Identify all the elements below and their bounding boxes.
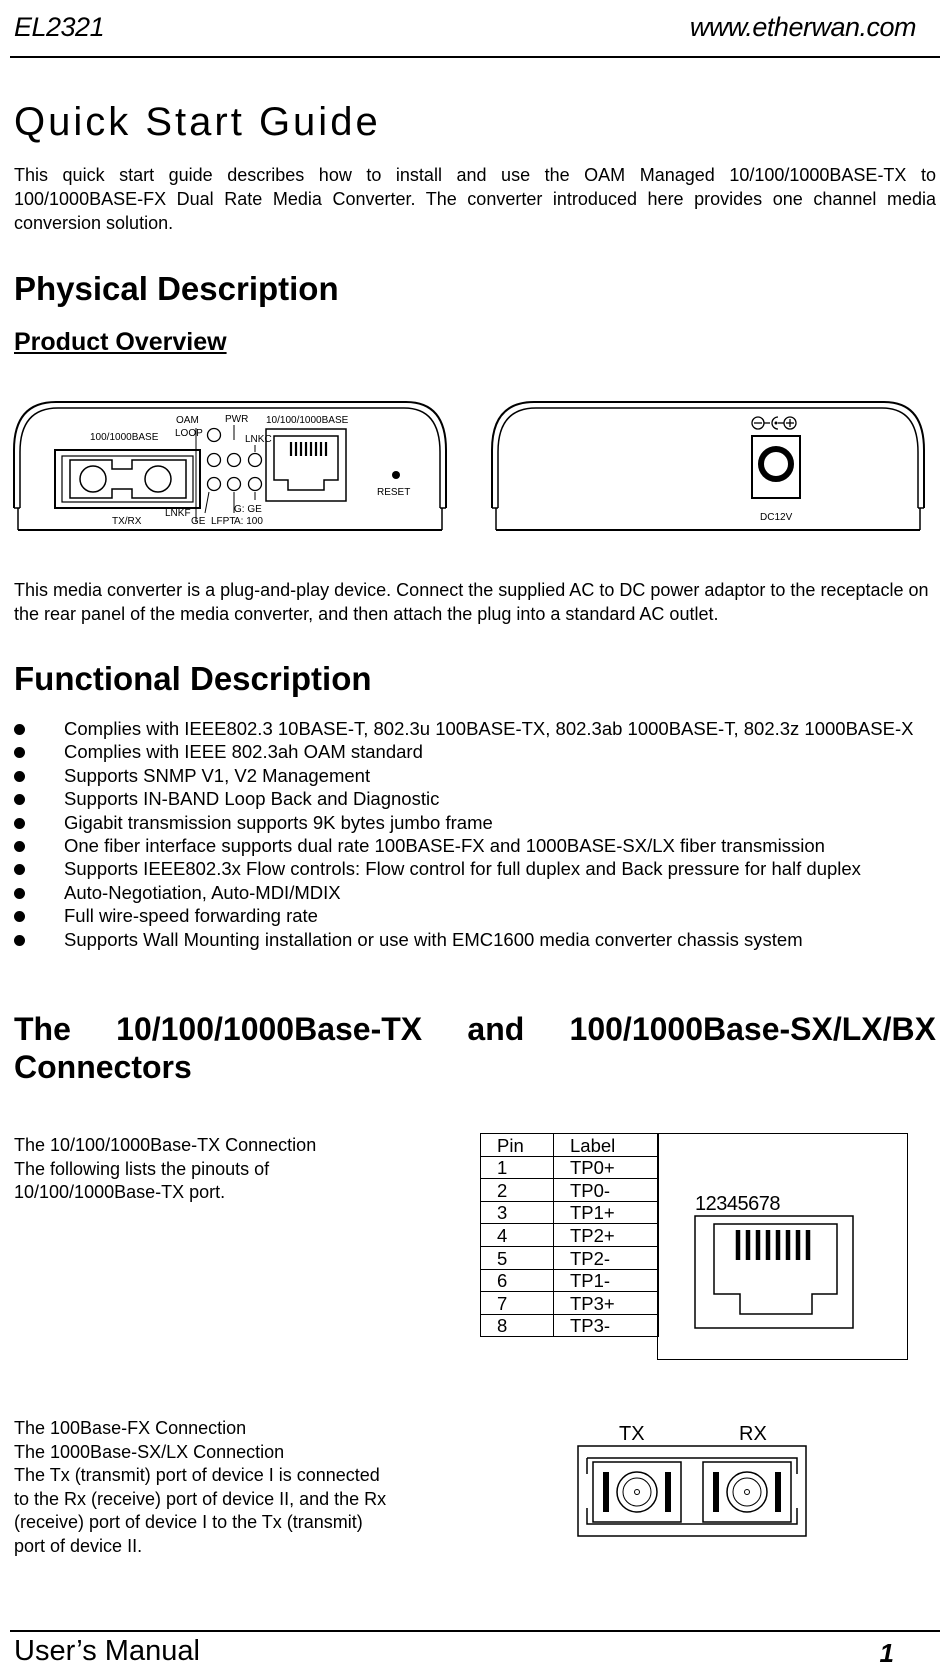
bullet-icon [14,841,25,852]
led-ge-label: GE [191,516,206,527]
led-lnkc-label: LNKC [245,434,272,445]
feature-list [14,717,944,951]
physical-paragraph: This media converter is a plug-and-play device. Connect the supplied AC to DC power adaptor to the receptacle on the rear panel of the media converter, and then attach the plug into a standard AC outlet. [14,580,929,624]
list-item: Supports IEEE802.3x Flow controls: Flow control for full duplex and Back pressure for half duplex [14,857,944,880]
fiber-connector-diagram [575,1416,815,1542]
bullet-icon [14,864,25,875]
reset-button [392,471,400,479]
list-item: Complies with IEEE802.3 10BASE-T, 802.3u 100BASE-TX, 802.3ab 1000BASE-T, 802.3z 1000BASE-X [14,717,944,740]
fx-connection-text: The 100Base-FX Connection The 1000Base-SX/LX Connection The Tx (transmit) port of device I is connected to the Rx (receive) port of device II, and the Rx (receive) port of device I to the Tx (transmit) port of device II. [14,1418,387,1556]
bullet-icon [14,888,25,899]
front-fiber-label: 100/1000BASE [90,432,159,443]
led-loop-label: LOOP [175,428,203,439]
list-item: Auto-Negotiation, Auto-MDI/MDIX [14,881,944,904]
bullet-icon [14,771,25,782]
front-copper-label: 10/100/1000BASE [266,415,349,426]
tx-connection-text: The 10/100/1000Base-TX Connection The following lists the pinouts of 10/100/1000Base-TX port. [14,1135,317,1202]
header-website: www.etherwan.com [689,12,916,42]
list-item: Full wire-speed forwarding rate [14,904,944,927]
led-pwr-label: PWR [225,414,249,425]
fiber-rx-label: RX [739,1423,767,1445]
functional-heading: Functional Description [14,660,372,697]
rear-power-label: DC12V [760,512,793,523]
led-lfpt [228,478,241,491]
table-row: 6 TP1- [481,1269,659,1292]
front-panel-diagram [12,398,448,534]
table-header-row: Pin Label [481,1134,659,1157]
list-item: Gigabit transmission supports 9K bytes jumbo frame [14,811,944,834]
table-row: 5 TP2- [481,1246,659,1269]
table-row: 1 TP0+ [481,1156,659,1179]
led-lnkc [249,454,262,467]
led-speed-a-label: A: 100 [234,516,263,527]
bullet-icon [14,794,25,805]
list-item: Supports Wall Mounting installation or use with EMC1600 media converter chassis system [14,928,944,951]
table-row: 7 TP3+ [481,1292,659,1315]
intro-paragraph: This quick start guide describes how to install and use the OAM Managed 10/100/1000BASE-TX to 100/1000BASE-FX Dual Rate Media Converter. The converter introduced here provides one channel media conversion solution. [14,165,936,233]
bullet-icon [14,724,25,735]
list-item: Supports IN-BAND Loop Back and Diagnostic [14,787,944,810]
fiber-tx-label: TX [619,1423,645,1445]
rj45-pinout-diagram [690,1190,880,1340]
bullet-icon [14,911,25,922]
led-lfpt-label: LFPT [211,516,236,527]
led-lnkf-label: LNKF [165,508,191,519]
led-speed-g-label: G: GE [234,504,262,515]
page-title: Quick Start Guide [14,100,381,144]
bullet-icon [14,747,25,758]
led-speed [249,478,262,491]
footer-rule [10,1630,940,1632]
physical-heading: Physical Description [14,270,339,307]
page-number: 1 [879,1638,894,1668]
header-model: EL2321 [14,12,105,42]
led-1 [208,454,221,467]
connectors-heading: The 10/100/1000Base-TX and 100/1000Base-SX/LX/BX Connectors [14,1011,936,1085]
table-row: 2 TP0- [481,1179,659,1202]
table-row: 8 TP3- [481,1314,659,1337]
product-overview-heading: Product Overview [14,328,227,356]
table-row: 4 TP2+ [481,1224,659,1247]
pin-numbers-label: 12345678 [695,1193,780,1215]
led-oam-label: OAM [176,415,199,426]
header-rule [10,56,940,58]
rear-panel-diagram [490,398,926,534]
list-item: One fiber interface supports dual rate 100BASE-FX and 1000BASE-SX/LX fiber transmission [14,834,944,857]
led-oam-loop [208,429,221,442]
bullet-icon [14,818,25,829]
list-item: Complies with IEEE 802.3ah OAM standard [14,740,944,763]
led-lnkf [208,478,221,491]
table-row: 3 TP1+ [481,1201,659,1224]
led-pwr [228,454,241,467]
reset-label: RESET [377,487,411,498]
bullet-icon [14,935,25,946]
pinout-table [480,1133,659,1337]
list-item: Supports SNMP V1, V2 Management [14,764,944,787]
front-txrx-label: TX/RX [112,516,142,527]
footer-title: User’s Manual [14,1635,200,1667]
